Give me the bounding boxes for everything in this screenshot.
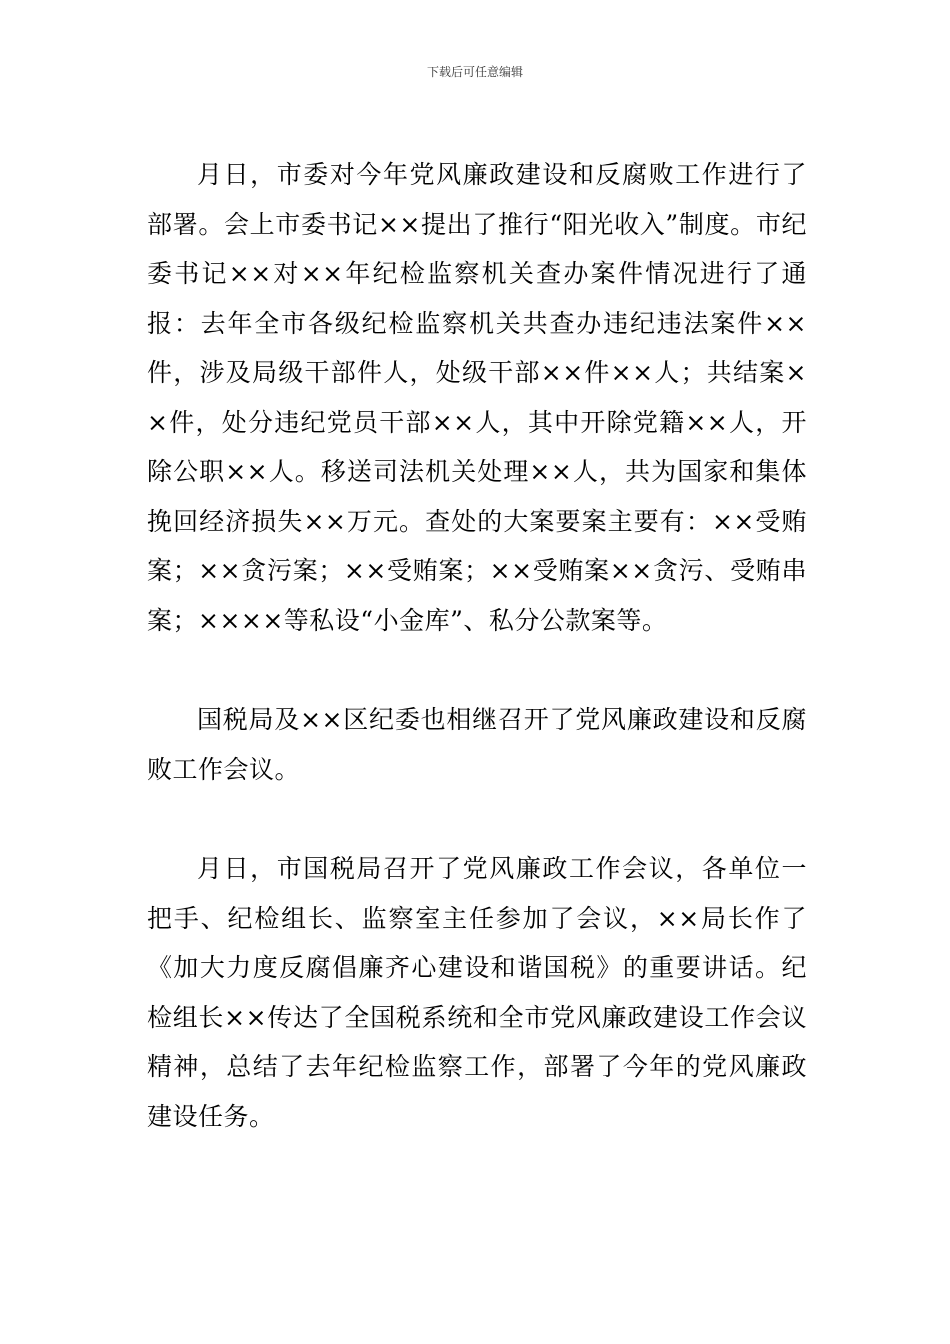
document-body [147,150,807,1141]
paragraph-3: 月日，市国税局召开了党风廉政工作会议，各单位一把手、纪检组长、监察室主任参加了会议，××局长作了《加大力度反腐倡廉齐心建设和谐国税》的重要讲话。纪检组长××传达了全国税系统和全市党风廉政建设工作会议精神，总结了去年纪检监察工作，部署了今年的党风廉政建设任务。 [147,854,807,1131]
paragraph-2: 国税局及××区纪委也相继召开了党风廉政建设和反腐败工作会议。 [147,705,807,784]
paragraph-1: 月日，市委对今年党风廉政建设和反腐败工作进行了部署。会上市委书记××提出了推行“阳光收入”制度。市纪委书记××对××年纪检监察机关查办案件情况进行了通报：去年全市各级纪检监察机关共查办违纪违法案件××件，涉及局级干部件人，处级干部××件××人；共结案××件，处分违纪党员干部××人，其中开除党籍××人，开除公职××人。移送司法机关处理××人，共为国家和集体挽回经济损失××万元。查处的大案要案主要有：××受贿案；××贪污案；××受贿案；××受贿案××贪污、受贿串案；××××等私设“小金库”、私分公款案等。 [147,160,807,635]
page-header-note: 下载后可任意编辑 [426,65,523,79]
